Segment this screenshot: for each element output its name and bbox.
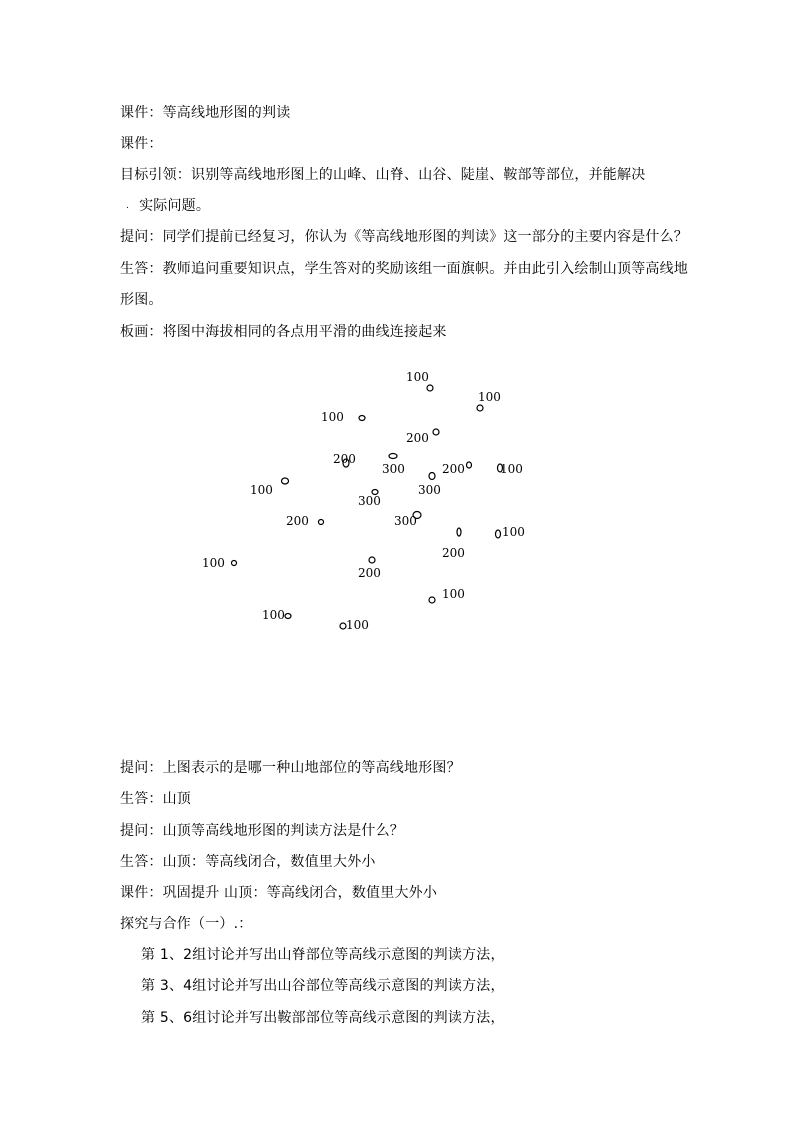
text-line-16: 第 3、4组讨论并写出山谷部位等高线示意图的判读方法，	[141, 978, 505, 994]
elevation-label: 100	[500, 462, 523, 476]
text-line-11: 提问：山顶等高线地形图的判读方法是什么？	[120, 823, 404, 839]
elevation-label: 100	[262, 608, 285, 622]
elevation-label: 100	[406, 370, 429, 384]
elevation-label: 300	[418, 483, 441, 497]
text-line-12: 生答：山顶：等高线闭合，数值里大外小	[120, 854, 376, 870]
elevation-label: 100	[442, 587, 465, 601]
spot-height-point	[340, 623, 346, 629]
elevation-label: 100	[250, 483, 273, 497]
text-line-13: 课件：巩固提升 山顶：等高线闭合，数值里大外小	[120, 885, 438, 901]
spot-height-point	[282, 478, 289, 484]
text-line-1: 课件：等高线地形图的判读	[120, 105, 291, 121]
elevation-label: 300	[394, 514, 417, 528]
spot-height-point	[433, 429, 439, 435]
text-line-4-content: 实际问题。	[139, 198, 211, 214]
elevation-label: 200	[358, 566, 381, 580]
text-line-7: 形图。	[120, 292, 163, 308]
spot-height-point	[427, 385, 433, 391]
spot-height-point	[429, 473, 435, 480]
elevation-label: 200	[406, 431, 429, 445]
elevation-label: 200	[442, 462, 465, 476]
spot-height-point	[477, 405, 483, 411]
elevation-label: 100	[478, 390, 501, 404]
spot-height-point	[457, 528, 461, 536]
bullet-dot: .	[126, 201, 130, 211]
spot-height-point	[389, 454, 397, 459]
elevation-label: 100	[321, 410, 344, 424]
text-line-3: 目标引领：识别等高线地形图上的山峰、山脊、山谷、陡崖、鞍部等部位，并能解决	[120, 167, 646, 183]
text-line-5: 提问：同学们提前已经复习，你认为《等高线地形图的判读》这一部分的主要内容是什么？	[120, 229, 688, 245]
elevation-label: 200	[286, 514, 309, 528]
elevation-label: 100	[346, 618, 369, 632]
elevation-label: 300	[382, 462, 405, 476]
text-line-2: 课件：	[120, 136, 163, 152]
spot-height-point	[319, 520, 324, 525]
spot-height-point	[467, 462, 472, 468]
text-line-8: 板画：将图中海拔相同的各点用平滑的曲线连接起来	[120, 324, 447, 340]
elevation-label: 300	[358, 494, 381, 508]
spot-height-point	[498, 464, 503, 472]
elevation-label: 100	[502, 525, 525, 539]
spot-height-point	[413, 512, 421, 519]
text-line-10: 生答：山顶	[120, 791, 191, 807]
spot-height-point	[429, 597, 435, 603]
spot-height-point	[372, 490, 378, 495]
spot-height-point	[496, 530, 501, 538]
spot-height-point	[359, 416, 365, 421]
text-line-9: 提问：上图表示的是哪一种山地部位的等高线地形图？	[120, 760, 461, 776]
spot-height-point	[285, 614, 291, 619]
elevation-label: 200	[442, 546, 465, 560]
text-line-17: 第 5、6组讨论并写出鞍部部位等高线示意图的判读方法，	[141, 1010, 505, 1026]
elevation-label: 200	[333, 452, 356, 466]
text-line-14: 探究与合作（一）.：	[120, 916, 253, 932]
elevation-label: 100	[202, 556, 225, 570]
text-line-6: 生答：教师追问重要知识点，学生答对的奖励该组一面旗帜。并由此引入绘制山顶等高线地	[120, 261, 688, 277]
spot-height-point	[232, 561, 237, 566]
spot-height-point	[343, 459, 349, 467]
text-line-4	[126, 197, 210, 217]
spot-height-point	[369, 557, 375, 563]
text-line-15: 第 1、2组讨论并写出山脊部位等高线示意图的判读方法，	[141, 947, 505, 963]
